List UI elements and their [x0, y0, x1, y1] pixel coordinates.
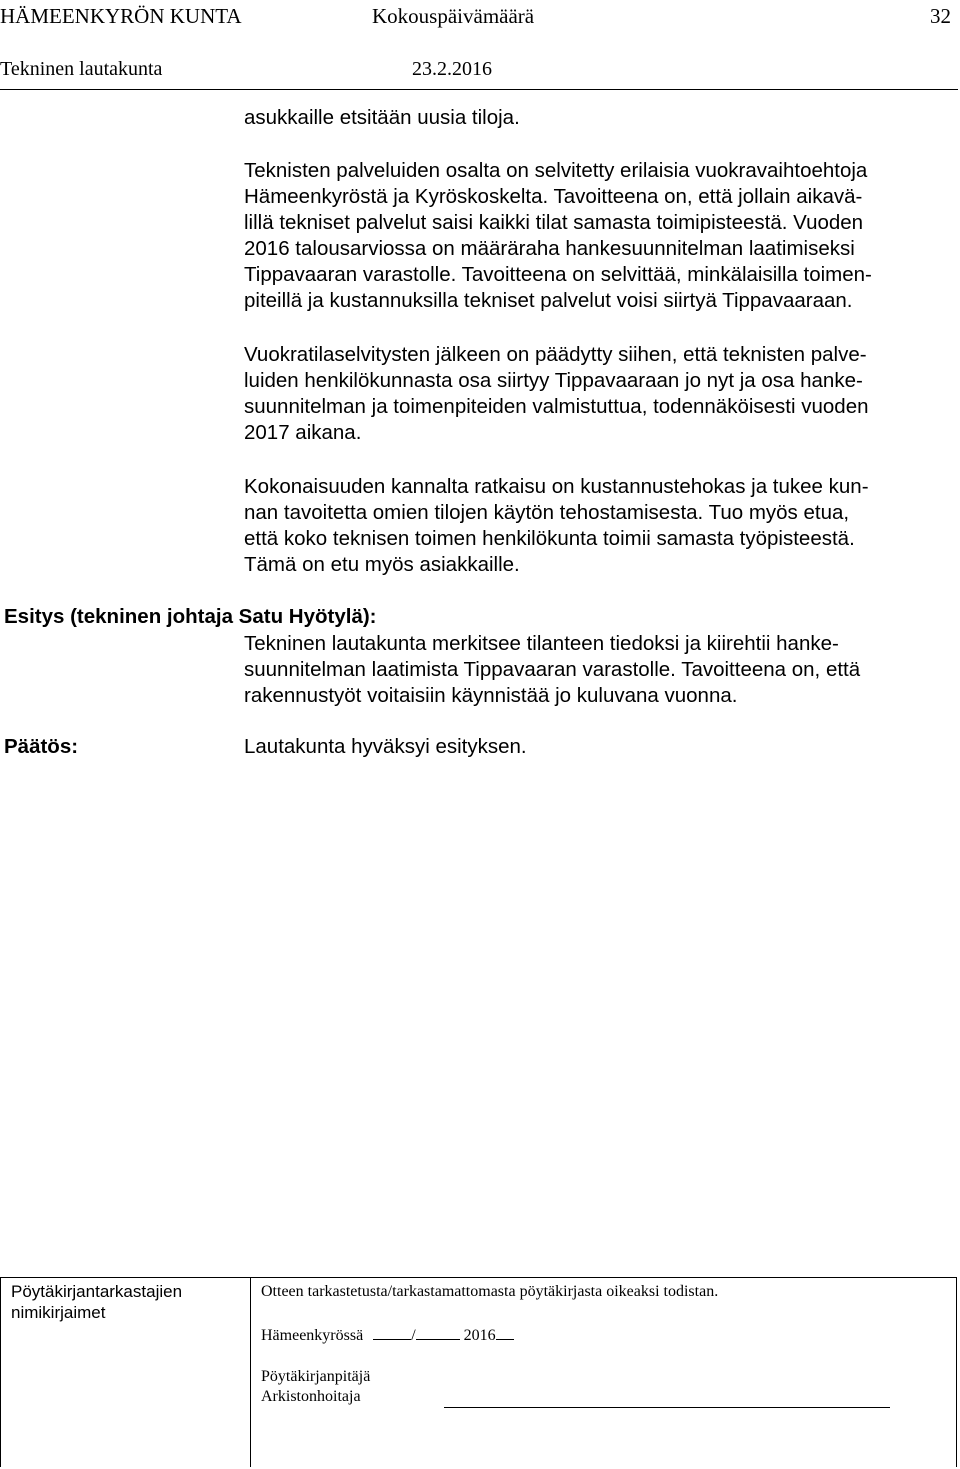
page-number: 32 [930, 4, 951, 28]
proposal-label: Esitys (tekninen johtaja Satu Hyötylä): [4, 605, 377, 628]
paragraph-line: asukkaille etsitään uusia tiloja. [244, 106, 520, 129]
day-blank [373, 1325, 411, 1340]
paragraph-line: 2017 aikana. [244, 421, 362, 444]
proposal-line: rakennustyöt voitaisiin käynnistää jo kuluvana vuonna. [244, 684, 738, 707]
proposal-line: suunnitelman laatimista Tippavaaran varastolle. Tavoitteena on, että [244, 658, 861, 681]
paragraph-line: Kokonaisuuden kannalta ratkaisu on kustannustehokas ja tukee kun- [244, 475, 869, 498]
signature-line [444, 1407, 890, 1408]
certification-text: Otteen tarkastetusta/tarkastamattomasta pöytäkirjasta oikeaksi todistan. [261, 1283, 719, 1300]
paragraph-line: 2016 talousarviossa on määräraha hankesuunnitelman laatimiseksi [244, 237, 855, 260]
certification-footer [0, 1277, 957, 1467]
paragraph-line: lillä tekniset palvelut saisi kaikki tilat samasta toimipisteestä. Vuoden [244, 211, 864, 234]
place-date-row [261, 1325, 514, 1346]
header-rule [0, 89, 958, 90]
decision-text: Lautakunta hyväksyi esityksen. [244, 735, 527, 758]
role-secretary: Pöytäkirjanpitäjä [261, 1368, 371, 1385]
footer-left-border [0, 1277, 1, 1467]
meeting-date: 23.2.2016 [412, 58, 492, 80]
paragraph-line: Vuokratilaselvitysten jälkeen on päädytty siihen, että teknisten palve- [244, 343, 867, 366]
paragraph-line: Tippavaaran varastolle. Tavoitteena on selvittää, minkälaisilla toimen- [244, 263, 872, 286]
paragraph-line: suunnitelman ja toimenpiteiden valmistuttua, todennäköisesti vuoden [244, 395, 869, 418]
place-name: Hämeenkyrössä [261, 1327, 364, 1344]
paragraph-line: että koko teknisen toimen henkilökunta toimii samasta työpisteestä. [244, 527, 855, 550]
footer-top-border [0, 1277, 957, 1278]
footer-right-border [956, 1277, 957, 1467]
paragraph-line: Teknisten palveluiden osalta on selvitetty erilaisia vuokravaihtoehtoja [244, 159, 868, 182]
decision-label: Päätös: [4, 735, 79, 758]
paragraph-line: Hämeenkyröstä ja Kyröskoskelta. Tavoitteena on, että jollain aikavä- [244, 185, 863, 208]
municipality-name: HÄMEENKYRÖN KUNTA [0, 4, 242, 28]
month-blank [416, 1325, 460, 1340]
paragraph-line: luiden henkilökunnasta osa siirtyy Tippavaaraan jo nyt ja osa hanke- [244, 369, 863, 392]
paragraph-line: piteillä ja kustannuksilla tekniset palvelut voisi siirtyä Tippavaaraan. [244, 289, 853, 312]
date-slash: / [411, 1327, 416, 1344]
paragraph-line: Tämä on etu myös asiakkaille. [244, 553, 520, 576]
proposal-line: Tekninen lautakunta merkitsee tilanteen tiedoksi ja kiirehtii hanke- [244, 632, 839, 655]
year-blank [496, 1325, 514, 1340]
year-text: 2016 [463, 1327, 496, 1344]
meeting-date-label: Kokouspäivämäärä [372, 4, 535, 28]
inspector-label-line2: nimikirjaimet [11, 1303, 106, 1322]
committee-name: Tekninen lautakunta [0, 58, 163, 80]
paragraph-line: nan tavoitetta omien tilojen käytön tehostamisesta. Tuo myös etua, [244, 501, 850, 524]
role-archivist: Arkistonhoitaja [261, 1388, 361, 1405]
inspector-label-line1: Pöytäkirjantarkastajien [11, 1282, 183, 1301]
footer-divider [250, 1277, 251, 1467]
